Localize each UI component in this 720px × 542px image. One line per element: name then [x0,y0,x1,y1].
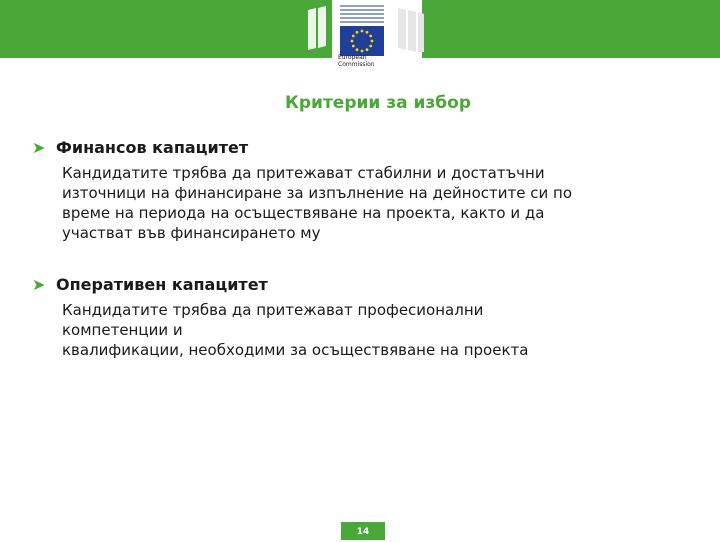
section-line: участват във финансирането му [62,224,321,242]
logo-text-line1: European [338,54,367,61]
page-number: 14 [341,522,385,540]
slide-title: Критерии за избор [284,93,472,113]
section-operational-capacity [32,275,692,360]
european-commission-logo [302,0,426,80]
section-line: Кандидатите трябва да притежават стабилни и достатъчни [62,164,545,182]
section-line: време на периода на осъществяване на проекта, както и да [62,204,545,222]
section-line: Кандидатите трябва да притежават професионални [62,301,484,319]
section-heading: Финансов капацитет [56,138,249,157]
logo-graphic [302,0,426,80]
logo-text [338,54,392,68]
logo-text-line2: Commission [338,61,375,68]
section-heading: Оперативен капацитет [56,275,268,294]
section-line: компетенции и [62,321,183,339]
section-line: квалификации, необходими за осъществяване на проекта [62,341,529,359]
arrow-bullet-icon: ➤ [32,138,46,157]
arrow-bullet-icon: ➤ [32,275,46,294]
section-financial-capacity [32,138,692,243]
section-line: източници на финансиране за изпълнение на дейностите си по [62,184,572,202]
